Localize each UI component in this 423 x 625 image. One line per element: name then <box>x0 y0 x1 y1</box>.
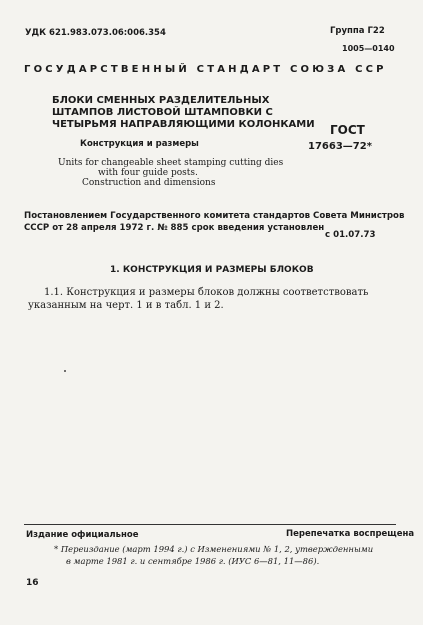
title-en-line-2: with four guide posts. <box>98 168 198 178</box>
gost-number: 17663—72* <box>308 141 372 152</box>
resolution-line-2: СССР от 28 апреля 1972 г. № 885 срок введения установлен <box>24 223 325 233</box>
effective-date: с 01.07.73 <box>325 230 376 240</box>
title-line-2: ШТАМПОВ ЛИСТОВОЙ ШТАМПОВКИ С <box>52 107 273 118</box>
state-standard-banner: ГОСУДАРСТВЕННЫЙ СТАНДАРТ СОЮЗА ССР <box>24 64 387 75</box>
title-line-1: БЛОКИ СМЕННЫХ РАЗДЕЛИТЕЛЬНЫХ <box>52 95 270 106</box>
section-heading: 1. КОНСТРУКЦИЯ И РАЗМЕРЫ БЛОКОВ <box>110 265 314 275</box>
document-title-ru <box>52 95 315 131</box>
resolution-line-1: Постановлением Государственного комитета стандартов Совета Министров <box>24 211 405 221</box>
page-number: 16 <box>26 578 39 588</box>
title-line-3: ЧЕТЫРЬМЯ НАПРАВЛЯЮЩИМИ КОЛОНКАМИ <box>52 119 315 130</box>
reissue-note-line-2: в марте 1981 г. и сентябре 1986 г. (ИУС 6—81, 11—86). <box>66 556 320 566</box>
official-edition-label: Издание официальное <box>26 530 139 540</box>
gost-label: ГОСТ <box>330 123 365 137</box>
paragraph-line-2: указанным на черт. 1 и в табл. 1 и 2. <box>28 300 224 311</box>
title-en-line-3: Construction and dimensions <box>82 178 216 188</box>
reissue-note-line-1: * Переиздание (март 1994 г.) с Изменениями № 1, 2, утвержденными <box>54 544 374 554</box>
footer-divider <box>24 524 396 525</box>
speck-mark <box>64 370 66 372</box>
udc-code: УДК 621.983.073.06:006.354 <box>25 28 166 38</box>
subtitle-ru: Конструкция и размеры <box>80 139 199 149</box>
title-en-line-1: Units for changeable sheet stamping cutting dies <box>58 158 284 168</box>
group-code: Группа Г22 <box>330 26 385 36</box>
okstu-code: 1005—0140 <box>342 44 395 53</box>
document-title-en <box>58 158 283 188</box>
reprint-prohibited-label: Перепечатка воспрещена <box>286 529 415 539</box>
paragraph-line-1: 1.1. Конструкция и размеры блоков должны соответствовать <box>44 287 369 298</box>
